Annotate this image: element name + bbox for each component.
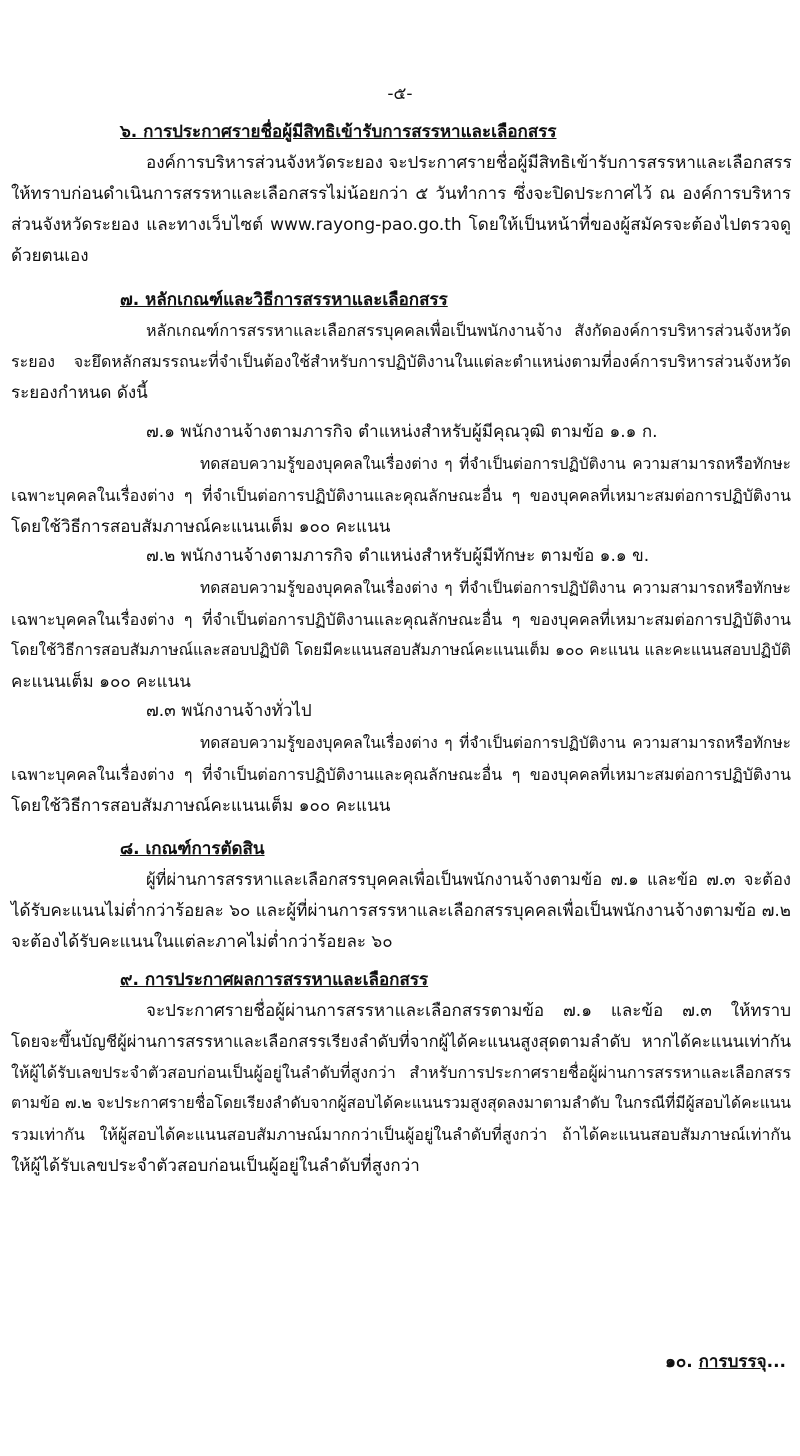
continuation-ellipsis: ... — [766, 1352, 786, 1372]
section-9-line: ให้ผู้ได้รับเลขประจำตัวสอบก่อนเป็นผู้อยู่ในลำดับที่สูงกว่า — [11, 1156, 420, 1176]
next-section-number: ๑๐. — [665, 1352, 693, 1372]
section-9-heading: ๙. การประกาศผลการสรรหาและเลือกสรร — [120, 970, 429, 990]
subsection-7-3-title: ๗.๓ พนักงานจ้างทั่วไป — [146, 701, 312, 721]
section-6-line: ให้ทราบก่อนดำเนินการสรรหาและเลือกสรรไม่น้อยกว่า ๕ วันทำการ ซึ่งจะปิดประกาศไว้ ณ องค์การบริหาร — [11, 184, 791, 204]
section-9-line: โดยจะขึ้นบัญชีผู้ผ่านการสรรหาและเลือกสรรเรียงลำดับที่จากผู้ได้คะแนนสูงสุดตามลำดับ หากได้คะแนนเท่ากัน — [11, 1032, 791, 1051]
section-7-heading: ๗. หลักเกณฑ์และวิธีการสรรหาและเลือกสรร — [120, 290, 448, 310]
section-9-line: รวมเท่ากัน ให้ผู้สอบได้คะแนนสอบสัมภาษณ์มากกว่าเป็นผู้อยู่ในลำดับที่สูงกว่า ถ้าได้คะแนนสอบสัมภาษณ์เท่ากัน — [11, 1125, 791, 1144]
section-9-line: จะประกาศรายชื่อผู้ผ่านการสรรหาและเลือกสรรตามข้อ ๗.๑ และข้อ ๗.๓ ให้ทราบ — [146, 1001, 791, 1021]
section-6-heading: ๖. การประกาศรายชื่อผู้มีสิทธิเข้ารับการสรรหาและเลือกสรร — [120, 122, 557, 142]
section-8-heading: ๘. เกณฑ์การตัดสิน — [120, 839, 265, 859]
section-6-line: ส่วนจังหวัดระยอง และทางเว็บไซต์ www.rayong-pao.go.th โดยให้เป็นหน้าที่ของผู้สมัครจะต้องไปตรวจดู — [11, 215, 791, 235]
section-7-intro-line: หลักเกณฑ์การสรรหาและเลือกสรรบุคคลเพื่อเป็นพนักงานจ้าง สังกัดองค์การบริหารส่วนจังหวัด — [146, 321, 791, 340]
subsection-7-1-title: ๗.๑ พนักงานจ้างตามภารกิจ ตำแหน่งสำหรับผู้มีคุณวุฒิ ตามข้อ ๑.๑ ก. — [146, 422, 658, 442]
section-6-line: องค์การบริหารส่วนจังหวัดระยอง จะประกาศรายชื่อผู้มีสิทธิเข้ารับการสรรหาและเลือกสรร — [146, 153, 792, 173]
section-9-line: ตามข้อ ๗.๒ จะประกาศรายชื่อโดยเรียงลำดับจากผู้สอบได้คะแนนรวมสูงสุดลงมาตามลำดับ ในกรณีที่มีผู้สอบได้คะแนน — [11, 1094, 791, 1112]
section-8-line: ได้รับคะแนนไม่ต่ำกว่าร้อยละ ๖๐ และผู้ที่ผ่านการสรรหาและเลือกสรรบุคคลเพื่อเป็นพนักงานจ้างตามข้อ ๗.๒ — [11, 901, 792, 921]
section-7-intro-line: ระยองกำหนด ดังนี้ — [11, 383, 148, 403]
subsection-7-2-title: ๗.๒ พนักงานจ้างตามภารกิจ ตำแหน่งสำหรับผู้มีทักษะ ตามข้อ ๑.๑ ข. — [146, 546, 650, 566]
subsection-7-3-line: เฉพาะบุคคลในเรื่องต่าง ๆ ที่จำเป็นต่อการปฏิบัติงานและคุณลักษณะอื่น ๆ ของบุคคลที่เหมาะสมต่อการปฏิบัติงาน — [11, 765, 791, 784]
subsection-7-3-line: โดยใช้วิธีการสอบสัมภาษณ์คะแนนเต็ม ๑๐๐ คะแนน — [11, 796, 391, 816]
section-8-line: ผู้ที่ผ่านการสรรหาและเลือกสรรบุคคลเพื่อเป็นพนักงานจ้างตามข้อ ๗.๑ และข้อ ๗.๓ จะต้อง — [146, 870, 791, 889]
next-section-title: การบรรจุ — [698, 1352, 767, 1372]
page-number: -๕- — [387, 84, 413, 104]
subsection-7-2-line: เฉพาะบุคคลในเรื่องต่าง ๆ ที่จำเป็นต่อการปฏิบัติงานและคุณลักษณะอื่น ๆ ของบุคคลที่เหมาะสมต่อการปฏิบัติงาน — [11, 610, 791, 629]
section-7-intro-line: ระยอง จะยึดหลักสมรรถนะที่จำเป็นต้องใช้สำหรับการปฏิบัติงานในแต่ละตำแหน่งตามที่องค์การบริหารส่วนจังหวัด — [11, 352, 791, 371]
subsection-7-1-line: ทดสอบความรู้ของบุคคลในเรื่องต่าง ๆ ที่จำเป็นต่อการปฏิบัติงาน ความสามารถหรือทักษะ — [200, 455, 791, 473]
subsection-7-2-line: คะแนนเต็ม ๑๐๐ คะแนน — [11, 672, 191, 692]
subsection-7-2-line: ทดสอบความรู้ของบุคคลในเรื่องต่าง ๆ ที่จำเป็นต่อการปฏิบัติงาน ความสามารถหรือทักษะ — [200, 579, 791, 597]
subsection-7-1-line: โดยใช้วิธีการสอบสัมภาษณ์คะแนนเต็ม ๑๐๐ คะแนน — [11, 517, 391, 537]
section-6-line: ด้วยตนเอง — [11, 246, 89, 266]
subsection-7-2-line: โดยใช้วิธีการสอบสัมภาษณ์และสอบปฏิบัติ โดยมีคะแนนสอบสัมภาษณ์คะแนนเต็ม ๑๐๐ คะแนน และคะแนนสอบปฏิบัติ — [11, 641, 791, 659]
section-8-line: จะต้องได้รับคะแนนในแต่ละภาคไม่ต่ำกว่าร้อยละ ๖๐ — [11, 932, 393, 952]
subsection-7-3-line: ทดสอบความรู้ของบุคคลในเรื่องต่าง ๆ ที่จำเป็นต่อการปฏิบัติงาน ความสามารถหรือทักษะ — [200, 734, 791, 752]
section-9-line: ให้ผู้ได้รับเลขประจำตัวสอบก่อนเป็นผู้อยู่ในลำดับที่สูงกว่า สำหรับการประกาศรายชื่อผู้ผ่านการสรรหาและเลือกสรร — [11, 1063, 791, 1082]
next-page-continuation — [665, 1348, 786, 1375]
subsection-7-1-line: เฉพาะบุคคลในเรื่องต่าง ๆ ที่จำเป็นต่อการปฏิบัติงานและคุณลักษณะอื่น ๆ ของบุคคลที่เหมาะสมต่อการปฏิบัติงาน — [11, 486, 791, 505]
